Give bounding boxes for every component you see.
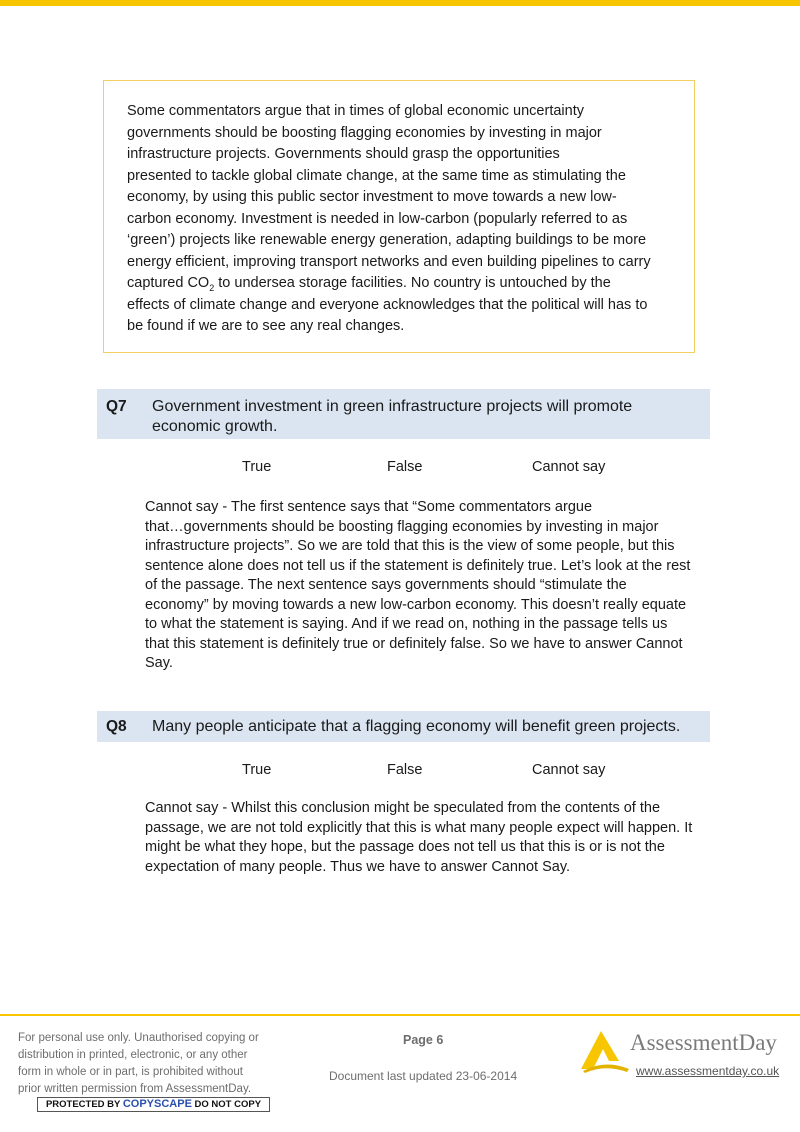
q7-question-line: Government investment in green infrastructure projects will promote <box>152 398 633 415</box>
q7-option-cannot-say[interactable]: Cannot say <box>532 459 606 475</box>
passage-line: Some commentators argue that in times of global economic uncertainty <box>127 103 584 119</box>
q8-option-false[interactable]: False <box>387 762 423 778</box>
page-number: Page 6 <box>403 1033 444 1047</box>
copyscape-post: DO NOT COPY <box>191 1099 262 1110</box>
q8-answer-line: passage, we are not told explicitly that this is what many people expect will happen. It <box>145 819 693 836</box>
q7-answer-line: Say. <box>145 655 173 671</box>
q8-question: Many people anticipate that a flagging economy will benefit green projects. <box>152 718 681 735</box>
q8-answer-line: Cannot say - Whilst this conclusion might be speculated from the contents of the <box>145 800 661 816</box>
passage-line: be found if we are to see any real changes. <box>127 318 405 334</box>
q7-answer-line: to what the statement is saying. And if we read on, nothing in the passage tells us <box>145 616 668 632</box>
q7-question <box>152 397 632 437</box>
passage-line: effects of climate change and everyone acknowledges that the political will has to <box>127 296 648 313</box>
q8-option-true[interactable]: True <box>242 762 272 778</box>
copyscape-badge[interactable] <box>37 1097 270 1112</box>
passage-line: carbon economy. Investment is needed in low-carbon (popularly referred to as <box>127 210 628 227</box>
q7-answer-line: infrastructure projects”. So we are told that this is the view of some people, but this <box>145 538 675 554</box>
q7-answer-line: that…governments should be boosting flagging economies by investing in major <box>145 518 659 535</box>
passage-line: presented to tackle global climate change, at the same time as stimulating the <box>127 167 626 184</box>
passage-line: infrastructure projects. Governments should grasp the opportunities <box>127 146 560 162</box>
q7-answer-line: that this statement is definitely true or definitely false. So we have to answer Cannot <box>145 635 683 652</box>
passage-line: governments should be boosting flagging economies by investing in major <box>127 124 602 141</box>
website-link[interactable]: www.assessmentday.co.uk <box>636 1064 780 1078</box>
q7-question-line: economic growth. <box>152 418 278 435</box>
top-accent-bar <box>0 0 800 6</box>
last-updated: Document last updated 23-06-2014 <box>329 1069 518 1083</box>
footer-divider <box>0 1014 800 1016</box>
passage-line: economy, by using this public sector investment to move towards a new low- <box>127 189 617 205</box>
q7-option-false[interactable]: False <box>387 459 423 475</box>
copyscape-brand: COPYSCAPE <box>122 1098 192 1110</box>
co2-suffix: to undersea storage facilities. No country is untouched by the <box>214 275 611 291</box>
copyscape-pre: PROTECTED BY <box>45 1099 123 1110</box>
footer-notice-line: For personal use only. Unauthorised copying or <box>18 1032 259 1044</box>
q8-number: Q8 <box>106 718 127 735</box>
co2-subscript: 2 <box>209 282 215 293</box>
footer-notice-line: distribution in printed, electronic, or any other <box>18 1049 248 1061</box>
passage-line: energy efficient, improving transport networks and even building pipelines to carry <box>127 253 651 270</box>
q7-answer-line: of the passage. The next sentence says governments should “stimulate the <box>145 577 627 593</box>
passage-line: ‘green’) projects like renewable energy generation, adapting buildings to be more <box>127 232 647 248</box>
footer-notice-line: prior written permission from AssessmentDay. <box>18 1083 252 1095</box>
assessmentday-logo-icon <box>579 1029 631 1073</box>
q8-answer-line: might be what they hope, but the passage does not tell us that this is or is not the <box>145 839 665 855</box>
q8-option-cannot-say[interactable]: Cannot say <box>532 762 606 778</box>
assessmentday-logo-text: AssessmentDay <box>630 1030 777 1055</box>
q7-answer-line: Cannot say - The first sentence says that “Some commentators argue <box>145 499 593 515</box>
q8-answer-line: expectation of many people. Thus we have to answer Cannot Say. <box>145 858 571 875</box>
co2-prefix: captured CO <box>127 275 210 291</box>
q7-answer-line: sentence alone does not tell us if the statement is definitely true. Let’s look at the rest <box>145 557 691 574</box>
q7-option-true[interactable]: True <box>242 459 272 475</box>
q7-number: Q7 <box>106 398 127 415</box>
q7-answer-line: economy” by moving towards a new low-carbon economy. This doesn’t really equate <box>145 596 687 613</box>
footer-notice-line: form in whole or in part, is prohibited without <box>18 1066 243 1078</box>
